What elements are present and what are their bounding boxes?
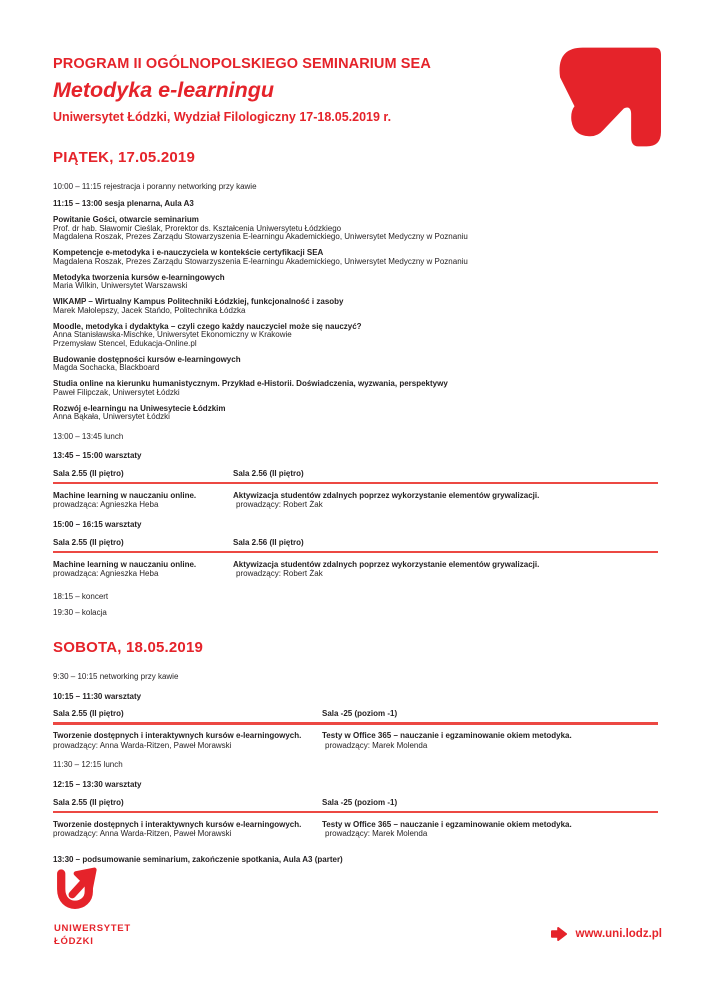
workshop-cell	[53, 821, 322, 839]
workshop-title: Machine learning w nauczaniu online.	[53, 559, 197, 569]
speaker-line: Marek Małolepszy, Jacek Stańdo, Politechnika Łódzka	[53, 305, 246, 315]
room-header: Sala 2.55 (II piętro)	[53, 468, 124, 478]
friday-heading: PIĄTEK, 17.05.2019	[53, 149, 196, 166]
workshop-title: Tworzenie dostępnych i interaktywnych kursów e-learningowych.	[53, 731, 302, 741]
website-link[interactable]	[551, 927, 662, 941]
workshop-table	[53, 469, 658, 510]
workshop-leader: prowadząca: Agnieszka Heba	[53, 569, 159, 579]
concert-line: 18:15 – koncert	[53, 591, 109, 601]
speaker-line: Prof. dr hab. Sławomir Cieślak, Prorektor ds. Kształcenia Uniwersytetu Łódzkiego	[53, 223, 342, 233]
workshop-leader: prowadzący: Anna Warda-Ritzen, Paweł Morawski	[53, 740, 232, 750]
workshop-title: Testy w Office 365 – nauczanie i egzaminowanie okiem metodyka.	[322, 731, 572, 741]
lunch-line: 13:00 – 13:45 lunch	[53, 431, 124, 441]
program-title: Metodyka e-learningu	[53, 78, 275, 102]
closing-line: 13:30 – podsumowanie seminarium, zakończenie spotkania, Aula A3 (parter)	[53, 854, 343, 864]
arrow-right-icon	[551, 927, 567, 941]
speaker-line: Przemysław Stencel, Edukacja-Online.pl	[53, 338, 197, 348]
workshop-time: 10:15 – 11:30 warsztaty	[53, 691, 142, 701]
session	[53, 298, 658, 315]
dinner-line: 19:30 – kolacja	[53, 608, 107, 618]
workshop-title: Machine learning w nauczaniu online.	[53, 490, 197, 500]
red-divider	[53, 551, 658, 554]
room-header: Sala -25 (poziom -1)	[322, 709, 398, 719]
venue-line: Uniwersytet Łódzki, Wydział Filologiczny 17-18.05.2019 r.	[53, 110, 392, 124]
session	[53, 216, 658, 242]
plenary-line: 11:15 – 13:00 sesja plenarna, Aula A3	[53, 198, 194, 208]
lunch-line: 11:30 – 12:15 lunch	[53, 760, 123, 770]
workshop-title: Tworzenie dostępnych i interaktywnych kursów e-learningowych.	[53, 819, 302, 829]
speaker-line: Magdalena Roszak, Prezes Zarządu Stowarzyszenia E-learningu Akademickiego, Uniwersytet Medyczny w Poznaniu	[53, 232, 468, 242]
workshop-time: 13:45 – 15:00 warsztaty	[53, 451, 142, 461]
workshop-table	[53, 798, 658, 839]
footer-logo-line1: UNIWERSYTET	[54, 923, 131, 934]
session-title: Rozwój e-learningu na Uniwesytecie Łódzkim	[53, 403, 226, 413]
website-url: www.uni.lodz.pl	[575, 928, 662, 940]
session-title: WIKAMP – Wirtualny Kampus Politechniki Łódzkiej, funkcjonalność i zasoby	[53, 297, 344, 307]
red-divider	[53, 482, 658, 485]
workshop-leader: prowadzący: Robert Żak	[236, 569, 323, 579]
workshop-title: Aktywizacja studentów zdalnych poprzez wykorzystanie elementów grywalizacji.	[233, 559, 540, 569]
ul-arrow-logo	[557, 47, 661, 147]
session-title: Moodle, metodyka i dydaktyka – czyli czego każdy nauczyciel może się nauczyć?	[53, 321, 362, 331]
workshop-table	[53, 709, 658, 750]
speaker-line: Anna Bąkała, Uniwersytet Łódzki	[53, 412, 170, 422]
speaker-line: Magda Sochacka, Blackboard	[53, 363, 160, 373]
session-title: Studia online na kierunku humanistycznym. Przykład e-Historii. Doświadczenia, wyzwania, perspektywy	[53, 379, 448, 389]
workshop-title: Aktywizacja studentów zdalnych poprzez wykorzystanie elementów grywalizacji.	[233, 490, 540, 500]
workshop-time: 15:00 – 16:15 warsztaty	[53, 520, 142, 530]
arrow-up-right-icon	[557, 47, 661, 147]
workshop-cell	[322, 821, 658, 839]
footer-logo-line2: ŁÓDZKI	[54, 936, 94, 947]
workshop-table	[53, 538, 658, 579]
u-arrow-icon	[52, 867, 98, 915]
session	[53, 380, 658, 397]
room-header: Sala 2.55 (II piętro)	[53, 709, 124, 719]
workshop-leader: prowadząca: Agnieszka Heba	[53, 500, 159, 510]
red-divider	[53, 811, 658, 814]
workshop-cell	[53, 732, 322, 750]
session-title: Kompetencje e-metodyka i e-nauczyciela w kontekście certyfikacji SEA	[53, 248, 324, 258]
red-divider	[53, 722, 658, 725]
workshop-leader: prowadzący: Marek Molenda	[325, 829, 428, 839]
room-header: Sala 2.55 (II piętro)	[53, 797, 124, 807]
speaker-line: Anna Stanisławska-Mischke, Uniwersytet Ekonomiczny w Krakowie	[53, 330, 292, 340]
workshop-time: 12:15 – 13:30 warsztaty	[53, 780, 142, 789]
university-footer-logo	[54, 867, 131, 948]
program-kicker: PROGRAM II OGÓLNOPOLSKIEGO SEMINARIUM SEA	[53, 56, 431, 72]
speaker-line: Magdalena Roszak, Prezes Zarządu Stowarzyszenia E-learningu Akademickiego, Uniwersytet Medyczny w Poznaniu	[53, 256, 468, 266]
workshop-cell	[53, 492, 233, 510]
workshop-title: Testy w Office 365 – nauczanie i egzaminowanie okiem metodyka.	[322, 819, 572, 829]
saturday-heading: SOBOTA, 18.05.2019	[53, 639, 204, 657]
workshop-cell	[233, 561, 658, 579]
session	[53, 405, 658, 422]
speaker-line: Maria Wilkin, Uniwersytet Warszawski	[53, 281, 188, 291]
session-title: Budowanie dostępności kursów e-learningowych	[53, 354, 241, 364]
workshop-leader: prowadzący: Robert Żak	[236, 500, 323, 510]
session	[53, 274, 658, 291]
workshop-cell	[322, 732, 658, 750]
room-header: Sala -25 (poziom -1)	[322, 797, 398, 807]
workshop-leader: prowadzący: Anna Warda-Ritzen, Paweł Morawski	[53, 829, 232, 839]
workshop-leader: prowadzący: Marek Molenda	[325, 740, 428, 750]
session-title: Powitanie Gości, otwarcie seminarium	[53, 215, 199, 225]
speaker-line: Paweł Filipczak, Uniwersytet Łódzki	[53, 387, 180, 397]
workshop-cell	[233, 492, 658, 510]
session-title: Metodyka tworzenia kursów e-learningowych	[53, 272, 225, 282]
networking-line: 9:30 – 10:15 networking przy kawie	[53, 672, 179, 682]
workshop-cell	[53, 561, 233, 579]
session	[53, 323, 658, 349]
room-header: Sala 2.55 (II piętro)	[53, 537, 124, 547]
session	[53, 249, 658, 266]
room-header: Sala 2.56 (II piętro)	[233, 468, 304, 478]
registration-line: 10:00 – 11:15 rejestracja i poranny networking przy kawie	[53, 182, 257, 191]
room-header: Sala 2.56 (II piętro)	[233, 537, 304, 547]
session	[53, 356, 658, 373]
